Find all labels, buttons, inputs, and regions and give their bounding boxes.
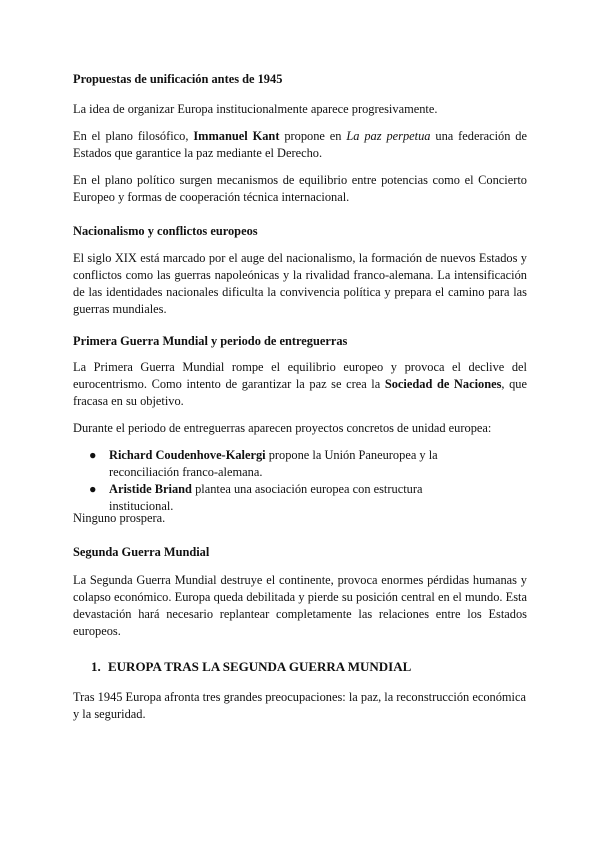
- heading-propuestas: Propuestas de unificación antes de 1945: [73, 72, 283, 86]
- heading-nacionalismo: Nacionalismo y conflictos europeos: [73, 224, 258, 238]
- paragraph-siglo-xix: El siglo XIX está marcado por el auge del nacionalismo, la formación de nuevos Estados y conflictos como las guerras napoleónicas y la rivalidad franco-alemana. La intensificación de las identidades nacionales dificulta la convivencia política y prepara el camino para las guerras mundiales.: [73, 251, 527, 316]
- heading-europa-tras: [91, 658, 411, 675]
- text-run: propone la Unión Paneuropea y la reconciliación franco-alemana.: [109, 448, 438, 479]
- bullet-icon: ●: [89, 448, 97, 462]
- paragraph-politico: En el plano político surgen mecanismos de equilibrio entre potencias como el Concierto Europeo y formas de cooperación técnica internacional.: [73, 173, 527, 204]
- text-run: una federación de Estados que garantice la paz mediante el Derecho.: [73, 129, 527, 160]
- section-number: 1.: [91, 659, 101, 674]
- italic-paz-perpetua: La paz perpetua: [346, 129, 431, 143]
- paragraph-primera-guerra: [73, 359, 527, 410]
- text-run: La Primera Guerra Mundial rompe el equilibrio europeo y provoca el declive del eurocentrismo. Como intento de garantizar la paz se crea la: [73, 360, 527, 391]
- heading-segunda-guerra: Segunda Guerra Mundial: [73, 545, 210, 559]
- bold-briand: Aristide Briand: [109, 482, 192, 496]
- heading-primera-guerra: Primera Guerra Mundial y periodo de entreguerras: [73, 334, 348, 348]
- text-run: En el plano filosófico,: [73, 129, 194, 143]
- text-run: propone en: [279, 129, 347, 143]
- paragraph-idea: La idea de organizar Europa institucionalmente aparece progresivamente.: [73, 102, 438, 116]
- section-title: EUROPA TRAS LA SEGUNDA GUERRA MUNDIAL: [108, 659, 412, 674]
- bold-sociedad-naciones: Sociedad de Naciones: [384, 377, 502, 391]
- bold-coudenhove: Richard Coudenhove-Kalergi: [109, 448, 266, 462]
- bullet-list: [73, 447, 483, 515]
- paragraph-ninguno: Ninguno prospera.: [73, 511, 166, 525]
- list-item: [73, 447, 483, 481]
- text-run: , que fracasa en su objetivo.: [73, 377, 528, 408]
- paragraph-segunda-guerra: La Segunda Guerra Mundial destruye el continente, provoca enormes pérdidas humanas y colapso económico. Europa queda debilitada y pierde su posición central en el mundo. Esta devastación hará necesario replantear completamente las relaciones entre los Estados europeos.: [73, 573, 527, 638]
- paragraph-kant: [73, 128, 527, 162]
- bold-kant: Immanuel Kant: [193, 129, 280, 143]
- paragraph-entreguerras: Durante el periodo de entreguerras aparecen proyectos concretos de unidad europea:: [73, 421, 492, 435]
- bullet-icon: ●: [89, 482, 97, 496]
- paragraph-tras-1945: Tras 1945 Europa afronta tres grandes preocupaciones: la paz, la reconstrucción económica y la seguridad.: [73, 690, 527, 721]
- text-run: plantea una asociación europea con estructura institucional.: [109, 482, 423, 513]
